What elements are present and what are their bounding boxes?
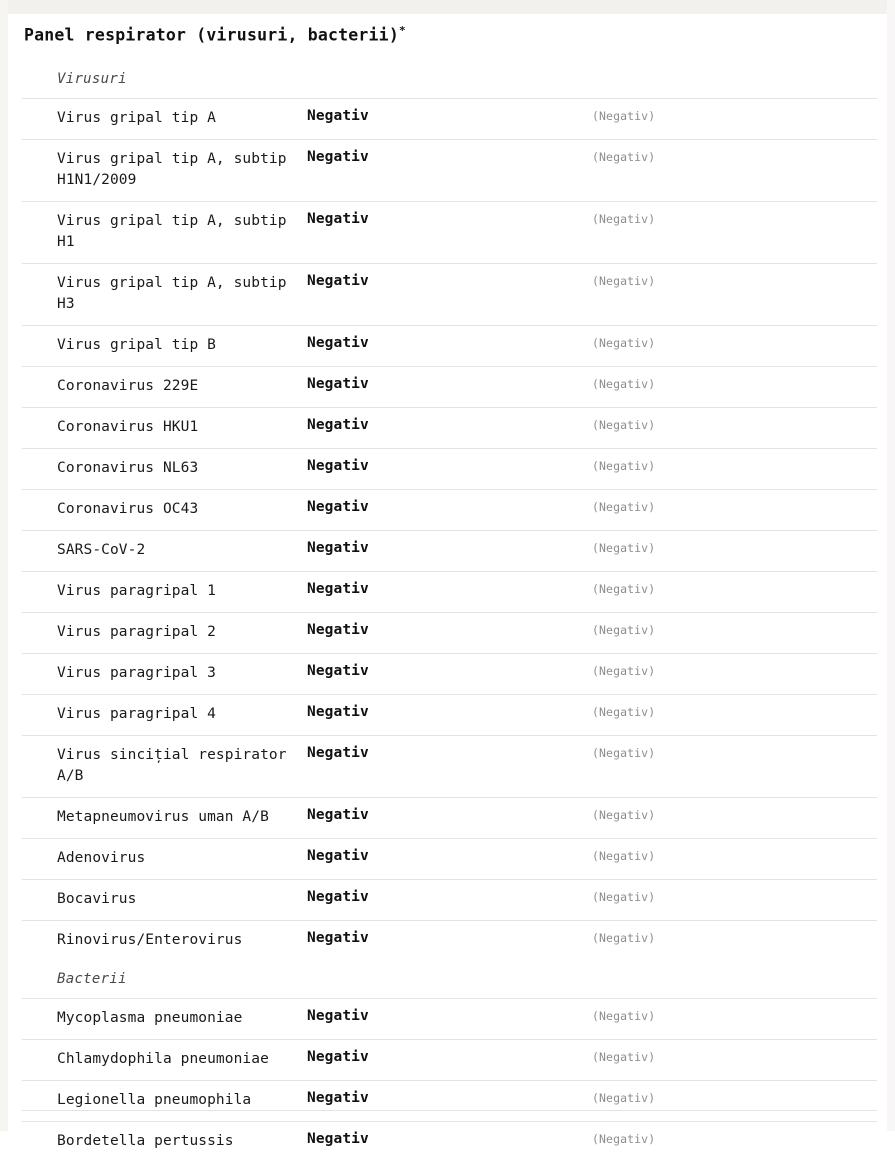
analyte-result: Negativ xyxy=(307,580,369,597)
table-row xyxy=(22,489,877,530)
results-table xyxy=(22,61,877,1162)
analyte-name: Virus gripal tip A xyxy=(57,109,216,126)
analyte-result: Negativ xyxy=(307,662,369,679)
analyte-reference-range: (Negativ) xyxy=(592,149,656,164)
table-row xyxy=(22,1039,877,1080)
analyte-result: Negativ xyxy=(307,148,369,165)
analyte-name: Virus sincițial respirator A/B xyxy=(57,746,287,784)
analyte-result: Negativ xyxy=(307,806,369,823)
analyte-reference-range: (Negativ) xyxy=(592,581,656,596)
analyte-reference-range: (Negativ) xyxy=(592,889,656,904)
analyte-reference-range: (Negativ) xyxy=(592,458,656,473)
table-bottom-divider xyxy=(22,1110,877,1111)
analyte-name: Chlamydophila pneumoniae xyxy=(57,1050,269,1067)
analyte-name: Mycoplasma pneumoniae xyxy=(57,1009,243,1026)
analyte-reference-range: (Negativ) xyxy=(592,1090,656,1105)
analyte-result: Negativ xyxy=(307,416,369,433)
table-row xyxy=(22,571,877,612)
table-row xyxy=(22,139,877,201)
table-row xyxy=(22,201,877,263)
analyte-result: Negativ xyxy=(307,498,369,515)
analyte-name: Metapneumovirus uman A/B xyxy=(57,808,269,825)
table-row xyxy=(22,879,877,920)
analyte-name: Virus gripal tip A, subtip H1 xyxy=(57,212,287,250)
analyte-result: Negativ xyxy=(307,210,369,227)
panel-title-text: Panel respirator (virusuri, bacterii) xyxy=(24,25,399,45)
table-row xyxy=(22,735,877,797)
analyte-reference-range: (Negativ) xyxy=(592,417,656,432)
table-row xyxy=(22,694,877,735)
table-row xyxy=(22,653,877,694)
analyte-result: Negativ xyxy=(307,621,369,638)
analyte-reference-range: (Negativ) xyxy=(592,704,656,719)
analyte-name: Virus paragripal 2 xyxy=(57,623,216,640)
analyte-name: Virus paragripal 3 xyxy=(57,664,216,681)
analyte-name: SARS-CoV-2 xyxy=(57,541,146,558)
analyte-result: Negativ xyxy=(307,929,369,946)
report-content xyxy=(22,24,877,1162)
analyte-reference-range: (Negativ) xyxy=(592,663,656,678)
analyte-reference-range: (Negativ) xyxy=(592,1008,656,1023)
analyte-reference-range: (Negativ) xyxy=(592,211,656,226)
analyte-result: Negativ xyxy=(307,744,369,761)
table-row xyxy=(22,263,877,325)
table-row xyxy=(22,530,877,571)
page-right-margin xyxy=(887,0,895,1131)
analyte-result: Negativ xyxy=(307,888,369,905)
analyte-reference-range: (Negativ) xyxy=(592,622,656,637)
analyte-name: Virus gripal tip A, subtip H1N1/2009 xyxy=(57,150,287,188)
table-row xyxy=(22,448,877,489)
analyte-reference-range: (Negativ) xyxy=(592,499,656,514)
table-row xyxy=(22,1080,877,1121)
analyte-result: Negativ xyxy=(307,703,369,720)
table-row xyxy=(22,98,877,139)
analyte-name: Legionella pneumophila xyxy=(57,1091,252,1108)
analyte-reference-range: (Negativ) xyxy=(592,848,656,863)
analyte-reference-range: (Negativ) xyxy=(592,1131,656,1146)
analyte-reference-range: (Negativ) xyxy=(592,540,656,555)
analyte-result: Negativ xyxy=(307,375,369,392)
analyte-name: Rinovirus/Enterovirus xyxy=(57,931,243,948)
table-row xyxy=(22,407,877,448)
table-row xyxy=(22,612,877,653)
page-left-margin xyxy=(0,0,8,1131)
analyte-result: Negativ xyxy=(307,539,369,556)
table-row xyxy=(22,325,877,366)
table-row xyxy=(22,797,877,838)
analyte-name: Virus paragripal 1 xyxy=(57,582,216,599)
analyte-result: Negativ xyxy=(307,457,369,474)
analyte-result: Negativ xyxy=(307,847,369,864)
analyte-name: Bocavirus xyxy=(57,890,137,907)
table-row xyxy=(22,920,877,961)
panel-title-asterisk: * xyxy=(398,24,406,37)
analyte-reference-range: (Negativ) xyxy=(592,376,656,391)
analyte-name: Coronavirus 229E xyxy=(57,377,199,394)
analyte-name: Virus gripal tip B xyxy=(57,336,216,353)
analyte-name: Coronavirus HKU1 xyxy=(57,418,199,435)
result-group-header xyxy=(22,961,877,999)
analyte-reference-range: (Negativ) xyxy=(592,930,656,945)
analyte-result: Negativ xyxy=(307,1007,369,1024)
analyte-reference-range: (Negativ) xyxy=(592,273,656,288)
analyte-reference-range: (Negativ) xyxy=(592,807,656,822)
page-title xyxy=(24,24,877,45)
analyte-reference-range: (Negativ) xyxy=(592,108,656,123)
analyte-result: Negativ xyxy=(307,107,369,124)
analyte-result: Negativ xyxy=(307,1130,369,1147)
analyte-reference-range: (Negativ) xyxy=(592,1049,656,1064)
result-group-label: Virusuri xyxy=(57,70,127,87)
analyte-result: Negativ xyxy=(307,1048,369,1065)
page-top-band xyxy=(0,0,895,14)
analyte-name: Coronavirus NL63 xyxy=(57,459,199,476)
analyte-name: Coronavirus OC43 xyxy=(57,500,199,517)
analyte-name: Adenovirus xyxy=(57,849,146,866)
analyte-result: Negativ xyxy=(307,272,369,289)
analyte-name: Virus paragripal 4 xyxy=(57,705,216,722)
result-group-header xyxy=(22,61,877,99)
analyte-reference-range: (Negativ) xyxy=(592,335,656,350)
table-row xyxy=(22,998,877,1039)
analyte-name: Virus gripal tip A, subtip H3 xyxy=(57,274,287,312)
analyte-name: Bordetella pertussis xyxy=(57,1132,234,1149)
analyte-result: Negativ xyxy=(307,334,369,351)
table-row xyxy=(22,1121,877,1162)
result-group-label: Bacterii xyxy=(57,970,127,987)
table-row xyxy=(22,366,877,407)
analyte-reference-range: (Negativ) xyxy=(592,745,656,760)
table-row xyxy=(22,838,877,879)
analyte-result: Negativ xyxy=(307,1089,369,1106)
